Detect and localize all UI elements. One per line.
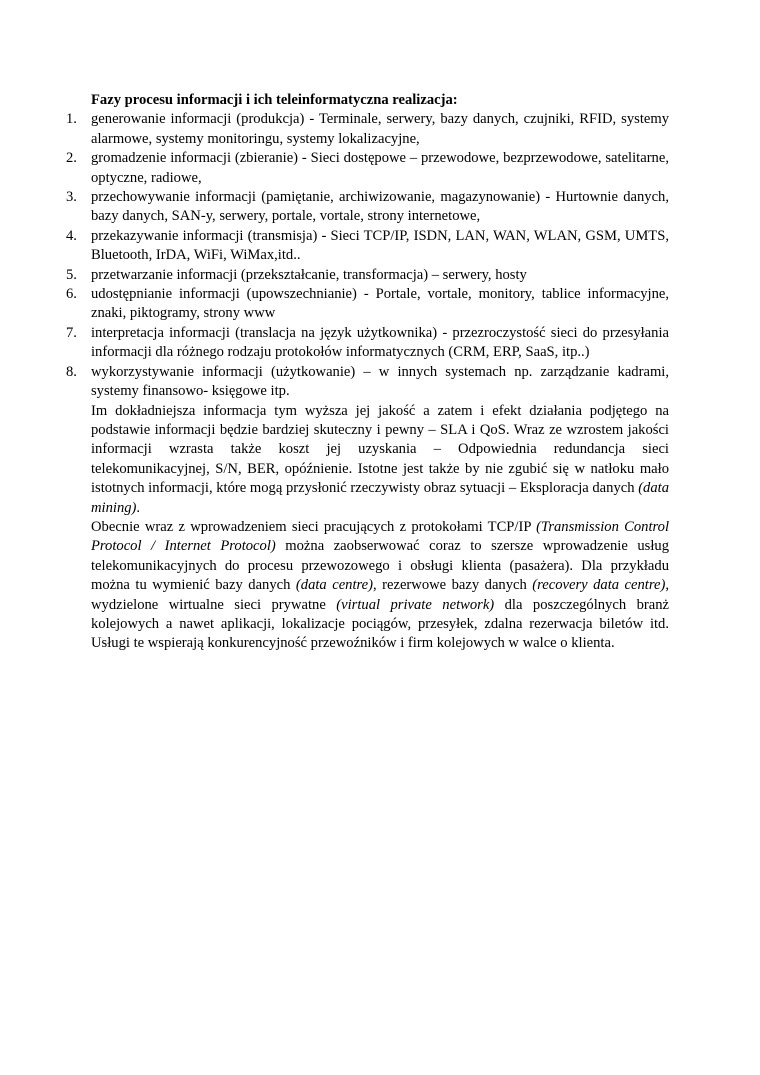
section-heading: Fazy procesu informacji i ich teleinformatyczna realizacja: bbox=[91, 92, 458, 108]
paragraph-text: . bbox=[136, 499, 141, 516]
list-number: 6. bbox=[66, 286, 77, 303]
list-item-text: wykorzystywanie informacji (użytkowanie) – w innych systemach np. zarządzanie kadrami, systemy finansowo- księgowe itp. bbox=[91, 363, 669, 400]
paragraph-tcpip-services bbox=[91, 518, 669, 654]
list-number: 7. bbox=[66, 324, 77, 341]
list-item bbox=[66, 363, 669, 402]
list-number: 4. bbox=[66, 227, 77, 244]
list-item bbox=[66, 110, 669, 149]
list-number: 1. bbox=[66, 111, 77, 128]
list-item bbox=[66, 149, 669, 188]
italic-term: (recovery data centre) bbox=[532, 577, 666, 594]
document-body bbox=[66, 91, 669, 654]
list-item-text: interpretacja informacji (translacja na język użytkownika) - przezroczystość sieci do przesyłania informacji dla różnego rodzaju protokołów informatycznych (CRM, ERP, SaaS, itp..) bbox=[91, 324, 669, 361]
list-item-text: generowanie informacji (produkcja) - Terminale, serwery, bazy danych, czujniki, RFID, systemy alarmowe, systemy monitoringu, systemy lokalizacyjne, bbox=[91, 111, 669, 147]
paragraph-text: Im dokładniejsza informacja tym wyższa jej jakość a zatem i efekt działania podjętego na podstawie informacji będzie bardziej skuteczny i pewny – SLA i QoS. Wraz ze wzrostem jakości informacji wzrasta także koszt jej uzyskania – Odpowiednia redundancja sieci telekomunikacyjnej, S/N, BER, opóźnienie. Istotne jest także by nie zgubić się w natłoku mało istotnych informacji, które mogą przysłonić rzeczywisty obraz sytuacji – Eksploracja danych bbox=[91, 402, 669, 497]
italic-term: (Transmission Control Protocol / Internet Protocol) bbox=[91, 518, 669, 555]
paragraph-information-quality bbox=[91, 402, 669, 518]
paragraph-text: dla poszczególnych branż kolejowych a nawet aplikacji, lokalizacje pociągów, przesyłek, zdalna rezerwacja biletów itd. Usługi te wspierają konkurencyjność przewoźników i firm kolejowych w walce o klienta. bbox=[91, 596, 669, 652]
paragraph-text: , wydzielone wirtualne sieci prywatne bbox=[91, 577, 669, 613]
italic-term: (virtual private network) bbox=[336, 596, 495, 613]
list-item bbox=[66, 266, 669, 285]
list-item bbox=[66, 188, 669, 227]
list-item-text: udostępnianie informacji (upowszechnianie) - Portale, vortale, monitory, tablice informacyjne, znaki, piktogramy, strony www bbox=[91, 286, 669, 322]
phases-list bbox=[66, 110, 669, 401]
list-number: 2. bbox=[66, 150, 77, 167]
paragraph-text: można zaobserwować coraz to szersze wprowadzenie usług telekomunikacyjnych do procesu przewozowego i obsługi klienta (pasażera). Dla przykładu można tu wymienić bazy danych bbox=[91, 538, 669, 594]
list-item bbox=[66, 227, 669, 266]
list-item-text: przetwarzanie informacji (przekształcanie, transformacja) – serwery, hosty bbox=[91, 266, 527, 283]
paragraph-text: , rezerwowe bazy danych bbox=[373, 577, 533, 594]
list-item-text: gromadzenie informacji (zbieranie) - Sieci dostępowe – przewodowe, bezprzewodowe, satelitarne, optyczne, radiowe, bbox=[91, 150, 669, 186]
paragraph-text: Obecnie wraz z wprowadzeniem sieci pracujących z protokołami TCP/IP bbox=[91, 518, 537, 535]
list-item bbox=[66, 324, 669, 363]
list-number: 8. bbox=[66, 363, 77, 380]
italic-term: (data centre) bbox=[295, 577, 373, 594]
list-item-text: przekazywanie informacji (transmisja) - Sieci TCP/IP, ISDN, LAN, WAN, WLAN, GSM, UMTS, Bluetooth, IrDA, WiFi, WiMax,itd.. bbox=[91, 227, 669, 264]
list-item bbox=[66, 285, 669, 324]
list-item-text: przechowywanie informacji (pamiętanie, archiwizowanie, magazynowanie) - Hurtownie danych, bazy danych, SAN-y, serwery, portale, vortale, strony internetowe, bbox=[91, 189, 669, 225]
list-number: 3. bbox=[66, 189, 77, 206]
italic-term: (data mining) bbox=[91, 480, 669, 516]
list-number: 5. bbox=[66, 266, 77, 283]
